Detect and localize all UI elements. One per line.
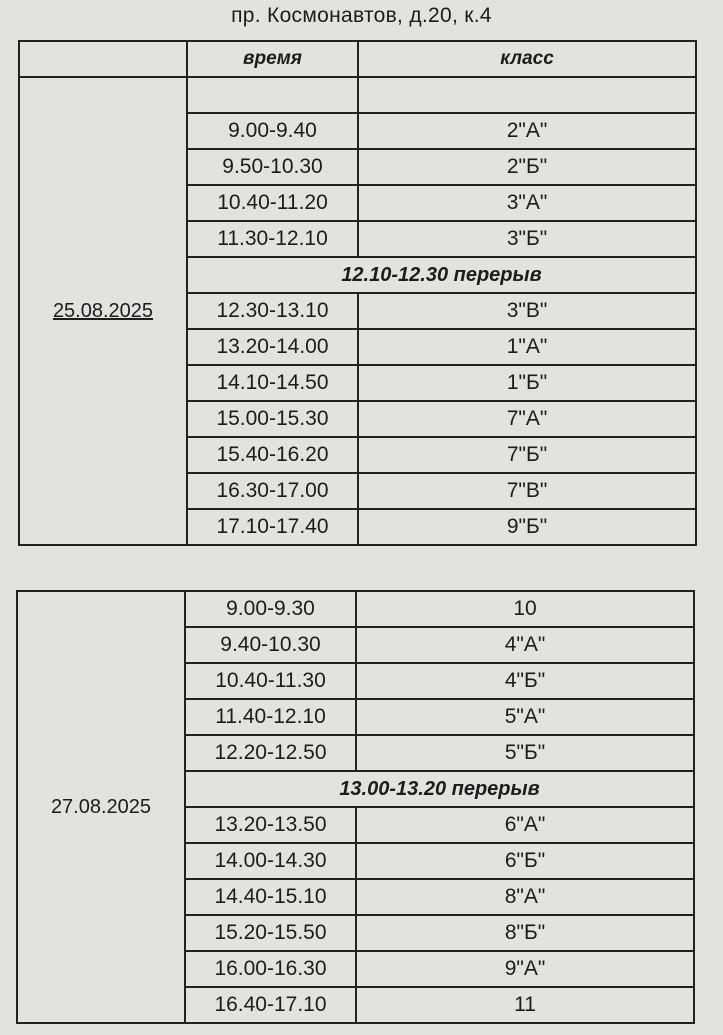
class-cell: 8"Б" bbox=[356, 915, 694, 951]
class-cell: 3"В" bbox=[358, 293, 696, 329]
class-cell: 2"А" bbox=[358, 113, 696, 149]
time-cell bbox=[187, 77, 358, 113]
class-cell: 2"Б" bbox=[358, 149, 696, 185]
class-cell: 8"А" bbox=[356, 879, 694, 915]
time-cell: 12.20-12.50 bbox=[185, 735, 356, 771]
time-cell: 9.00-9.30 bbox=[185, 591, 356, 627]
time-cell: 16.30-17.00 bbox=[187, 473, 358, 509]
class-cell: 6"А" bbox=[356, 807, 694, 843]
date-cell: 27.08.2025 bbox=[17, 591, 185, 1023]
time-cell: 10.40-11.30 bbox=[185, 663, 356, 699]
time-cell: 11.30-12.10 bbox=[187, 221, 358, 257]
class-cell: 5"Б" bbox=[356, 735, 694, 771]
class-cell: 9"Б" bbox=[358, 509, 696, 545]
time-cell: 9.40-10.30 bbox=[185, 627, 356, 663]
header-class: класс bbox=[358, 41, 696, 77]
class-cell: 7"В" bbox=[358, 473, 696, 509]
time-cell: 15.40-16.20 bbox=[187, 437, 358, 473]
time-cell: 15.00-15.30 bbox=[187, 401, 358, 437]
time-cell: 9.00-9.40 bbox=[187, 113, 358, 149]
date-cell: 25.08.2025 bbox=[19, 77, 187, 545]
class-cell: 11 bbox=[356, 987, 694, 1023]
class-cell: 3"А" bbox=[358, 185, 696, 221]
schedule-table-day2 bbox=[16, 590, 695, 1024]
class-cell bbox=[358, 77, 696, 113]
table-row-empty bbox=[19, 77, 696, 113]
time-cell: 13.20-14.00 bbox=[187, 329, 358, 365]
class-cell: 7"А" bbox=[358, 401, 696, 437]
class-cell: 7"Б" bbox=[358, 437, 696, 473]
time-cell: 12.30-13.10 bbox=[187, 293, 358, 329]
time-cell: 9.50-10.30 bbox=[187, 149, 358, 185]
break-cell: 12.10-12.30 перерыв bbox=[187, 257, 696, 293]
class-cell: 6"Б" bbox=[356, 843, 694, 879]
schedule-table-day1 bbox=[18, 40, 697, 546]
time-cell: 16.40-17.10 bbox=[185, 987, 356, 1023]
class-cell: 9"А" bbox=[356, 951, 694, 987]
class-cell: 4"А" bbox=[356, 627, 694, 663]
class-cell: 3"Б" bbox=[358, 221, 696, 257]
table-row bbox=[17, 591, 694, 627]
class-cell: 1"А" bbox=[358, 329, 696, 365]
break-cell: 13.00-13.20 перерыв bbox=[185, 771, 694, 807]
page-title: пр. Космонавтов, д.20, к.4 bbox=[231, 4, 492, 27]
class-cell: 4"Б" bbox=[356, 663, 694, 699]
time-cell: 14.40-15.10 bbox=[185, 879, 356, 915]
time-cell: 14.10-14.50 bbox=[187, 365, 358, 401]
time-cell: 16.00-16.30 bbox=[185, 951, 356, 987]
time-cell: 13.20-13.50 bbox=[185, 807, 356, 843]
time-cell: 11.40-12.10 bbox=[185, 699, 356, 735]
class-cell: 1"Б" bbox=[358, 365, 696, 401]
header-empty bbox=[19, 41, 187, 77]
time-cell: 14.00-14.30 bbox=[185, 843, 356, 879]
class-cell: 10 bbox=[356, 591, 694, 627]
time-cell: 17.10-17.40 bbox=[187, 509, 358, 545]
header-time: время bbox=[187, 41, 358, 77]
time-cell: 10.40-11.20 bbox=[187, 185, 358, 221]
time-cell: 15.20-15.50 bbox=[185, 915, 356, 951]
header-row bbox=[19, 41, 696, 77]
class-cell: 5"А" bbox=[356, 699, 694, 735]
